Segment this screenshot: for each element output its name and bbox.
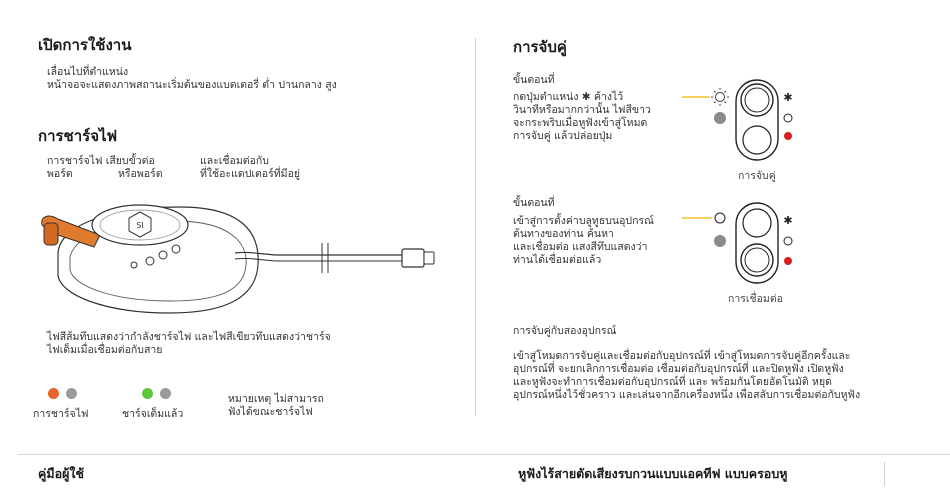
charging-led-gray (66, 388, 77, 399)
step1-heading: ขั้นตอนที่ (513, 74, 555, 86)
charging-col2: หรือพอร์ต (118, 168, 163, 180)
footer-divider (884, 462, 885, 486)
charged-led-green (142, 388, 153, 399)
charging-title: การชาร์จไฟ (38, 127, 118, 145)
headphone-charging-illustration (30, 195, 450, 320)
turn-on-title: เปิดการใช้งาน (38, 36, 132, 54)
pairing-title: การจับคู่ (513, 38, 567, 56)
charging-col3: และเชื่อมต่อกับ ที่ใช้อะแดปเตอร์ที่มีอยู่ (200, 155, 301, 180)
indicator-label-charged: ชาร์จเต็มแล้ว (122, 408, 184, 420)
column-divider (475, 38, 476, 416)
two-devices-body: เข้าสู่โหมดการจับคู่และเชื่อมต่อกับอุปกรณ์ที่ เข้าสู่โหมดการจับคู่อีกครั้งและ อุปกรณ์ที่ จะยกเลิกการเชื่อมต่อ เชื่อมต่อกับอุปกรณ์ที่ และปิดหูฟัง เปิดหูฟัง และหูฟังจะทำการเชื่อมต่อกับอุปกรณ์ที่ และ พร้อมกันโดยอัตโนมัติ หยุด อุปกรณ์หนึ่งไว้ชั่วคราว และเล่นจากอีกเครื่องหนึ่ง เพื่อสลับการเชื่อมต่อกับหูฟัง (513, 350, 861, 401)
indicator-label-charging: การชาร์จไฟ (33, 408, 89, 420)
step1-device-diagram (680, 76, 810, 166)
turn-on-body: เลื่อนไปที่ตำแหน่ง หน้าจอจะแสดงภาพสถานะเริ่มต้นของแบตเตอรี่ ต่ำ ปานกลาง สูง (47, 66, 337, 91)
blinking-light-icon (711, 88, 729, 106)
step1-caption: การจับคู่ (738, 170, 776, 182)
footer-right: หูฟังไร้สายตัดเสียงรบกวนแบบแอคทีฟ แบบครอบหู (518, 466, 788, 481)
svg-text:✱: ✱ (783, 214, 793, 227)
two-devices-title: การจับคู่กับสองอุปกรณ์ (513, 325, 617, 337)
charging-col1: การชาร์จไฟ เสียบขั้วต่อ พอร์ต (47, 155, 155, 180)
step2-caption: การเชื่อมต่อ (728, 293, 783, 305)
step1-gray-led (714, 112, 726, 124)
charging-led-orange (48, 388, 59, 399)
headphone-logo-text: SI (136, 221, 144, 230)
step1-body: กดปุ่มตำแหน่ง ✱ ค้างไว้ วินาทีหรือมากกว่านั้น ไฟสีขาว จะกระพริบเมื่อหูฟังเข้าสู่โหมด การจับคู่ แล้วปล่อยปุ่ม (513, 91, 651, 142)
svg-text:✱: ✱ (783, 91, 793, 104)
charging-note: ไฟสีส้มทึบแสดงว่ากำลังชาร์จไฟ และไฟสีเขียวทึบแสดงว่าชาร์จ ไฟเต็มเมื่อเชื่อมต่อกับสาย (47, 331, 331, 356)
step2-device-diagram (680, 200, 810, 290)
step2-body: เข้าสู่การตั้งค่าบลูทูธบนอุปกรณ์ ต้นทางของท่าน ค้นหา และเชื่อมต่อ แสงสีทึบแสดงว่า ท่านได้เชื่อมต่อแล้ว (513, 215, 654, 266)
footer-rule (18, 454, 950, 455)
footer-left: คู่มือผู้ใช้ (38, 466, 85, 481)
step2-heading: ขั้นตอนที่ (513, 197, 555, 209)
charged-led-gray (160, 388, 171, 399)
charging-remark: หมายเหตุ ไม่สามารถ ฟังได้ขณะชาร์จไฟ (228, 393, 324, 418)
